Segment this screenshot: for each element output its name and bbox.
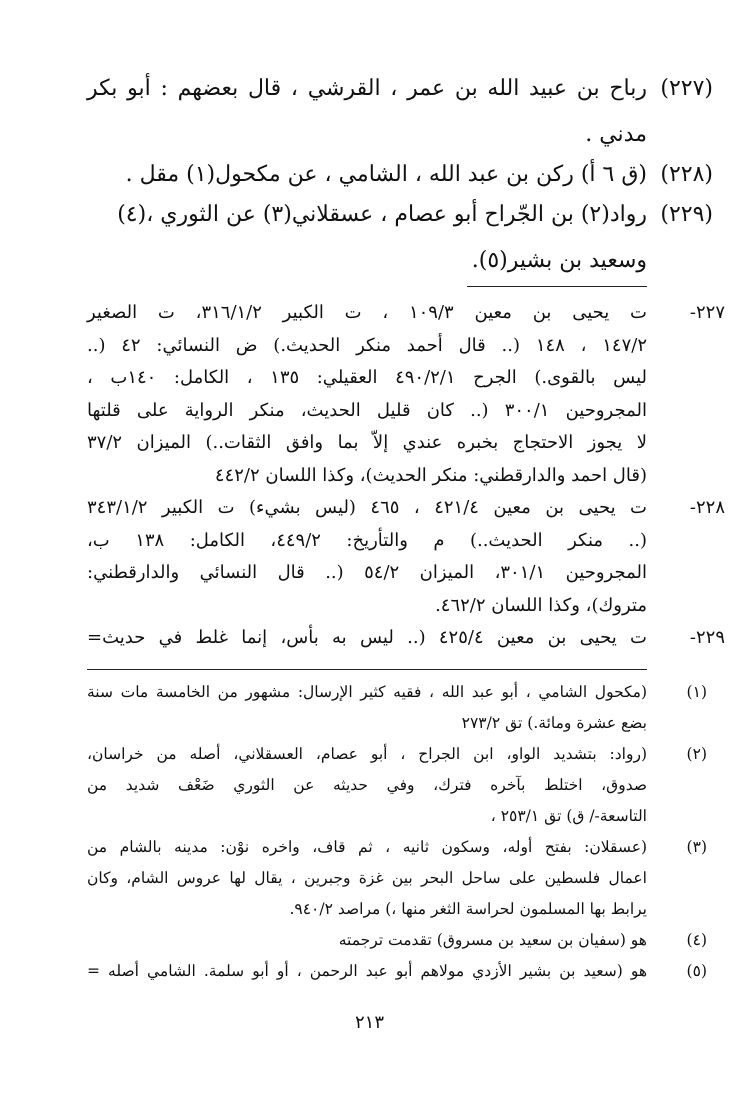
footnotes [87,677,707,987]
note-line: ليس بالقوى.) الجرح ٤٩٠/٢/١ العقيلي: ١٣٥ ، الكامل: ١٤٠ب ، [87,367,647,388]
footnote-2 [87,739,707,832]
note-227 [87,297,725,492]
footnote-line: يرابط بها المسلمون لحراسة الثغر منها ،) مراصد ٩٤٠/٢. [289,900,647,918]
footnote-number: (٣) [686,838,707,856]
footnote-line: هو (سعيد بن بشير الأزدي مولاهم أبو عبد الرحمن ، أو أبو سلمة. الشامي أصله = [87,962,647,980]
footnote-line: التاسعة-/ ق) تق ٢٥٣/١ ، [490,807,647,825]
note-line: متروك)، وكذا اللسان ٤٦٢/٢. [435,594,647,616]
note-number: ٢٢٧- [689,302,725,323]
footnote-5 [87,956,707,987]
entry-number: (٢٢٨) [660,162,713,187]
footnote-line: بضع عشرة ومائة.) تق ٢٧٣/٢ [461,714,647,732]
entry-227 [87,66,713,158]
entry-number: (٢٢٧) [660,76,713,101]
footnote-number: (٢) [686,745,707,763]
page-number: ٢١٣ [354,1012,384,1033]
note-number: ٢٢٨- [689,497,725,518]
footnote-line: اعمال فلسطين على ساحل البحر بين غزة وجبرين ، يقال لها عروس الشام، وكان [87,869,647,887]
footnote-number: (١) [686,683,707,701]
entry-text-line: رباح بن عبيد الله بن عمر ، القرشي ، قال بعضهم : أبو بكر [87,76,647,101]
entry-text-line: وسعيد بن بشير(٥). [471,248,647,273]
footnote-number: (٥) [686,962,707,980]
footnote-3 [87,832,707,925]
note-line: لا يجوز الاحتجاج بخبره عندي إلاّ بما وافق الثقات..) الميزان ٣٧/٢ [87,432,647,453]
footnote-line: (رواد: بتشديد الواو، ابن الجراح ، أبو عصام، العسقلاني، أصله من خراسان، [87,745,647,763]
note-line: (.. منكر الحديث..) م والتأريخ: ٤٤٩/٢، الكامل: ١٣٨ ب، [87,529,647,551]
note-line: ت يحيى بن معين ٤٢٥/٤ (.. ليس به بأس، إنما غلط في حديث= [87,627,647,648]
footnote-4 [87,925,707,956]
note-line: المجروحين ٣٠٠/١ (.. كان قليل الحديث، منكر الرواية على قلتها [87,399,647,421]
footnote-line: صدوق، اختلط بآخره فترك، وفي حديثه عن الثوري ضَعْف شديد من [87,776,647,794]
footnote-line: (عسقلان: بفتح أوله، وسكون ثانيه ، ثم قاف، واخره نوْن: مدينه بالشام من [87,838,647,856]
note-229 [87,622,725,655]
note-line: ت يحيى بن معين ١٠٩/٣ ، ت الكبير ٣١٦/١/٢، ت الصغير [87,302,647,323]
note-line: (قال احمد والدارقطني: منكر الحديث)، وكذا اللسان ٤٤٢/٢ [214,464,647,486]
note-number: ٢٢٩- [689,627,725,648]
separator-rule [467,286,647,287]
separator-rule [87,669,647,670]
entry-229 [87,192,713,284]
footnote-line: (مكحول الشامي ، أبو عبد الله ، فقيه كثير الإرسال: مشهور من الخامسة مات سنة [87,683,647,701]
note-line: المجروحين ٣٠١/١، الميزان ٥٤/٢ (.. قال النسائي والدارقطني: [87,562,647,583]
entry-text-line: (ق ٦ أ) ركن بن عبد الله ، الشامي ، عن مكحول(١) مقل . [125,162,647,187]
note-line: ت يحيى بن معين ٤٢١/٤ ، ٤٦٥ (ليس بشيء) ت الكبير ٣٤٣/١/٢ [87,497,647,518]
footnote-1 [87,677,707,739]
takhrij-notes [87,297,725,655]
entry-text-line: رواد(٢) بن الجّراح أبو عصام ، عسقلاني(٣) عن الثوري ،(٤) [117,202,647,227]
note-line: ١٤٧/٢ ، ١٤٨ (.. قال أحمد منكر الحديث.) ض النسائي: ٤٢ (.. [87,334,647,356]
footnote-line: هو (سفيان بن سعيد بن مسروق) تقدمت ترجمته [338,931,647,949]
footnote-number: (٤) [686,931,707,949]
entry-number: (٢٢٩) [660,202,713,227]
entry-text-line: مدني . [585,122,647,147]
note-228 [87,492,725,622]
